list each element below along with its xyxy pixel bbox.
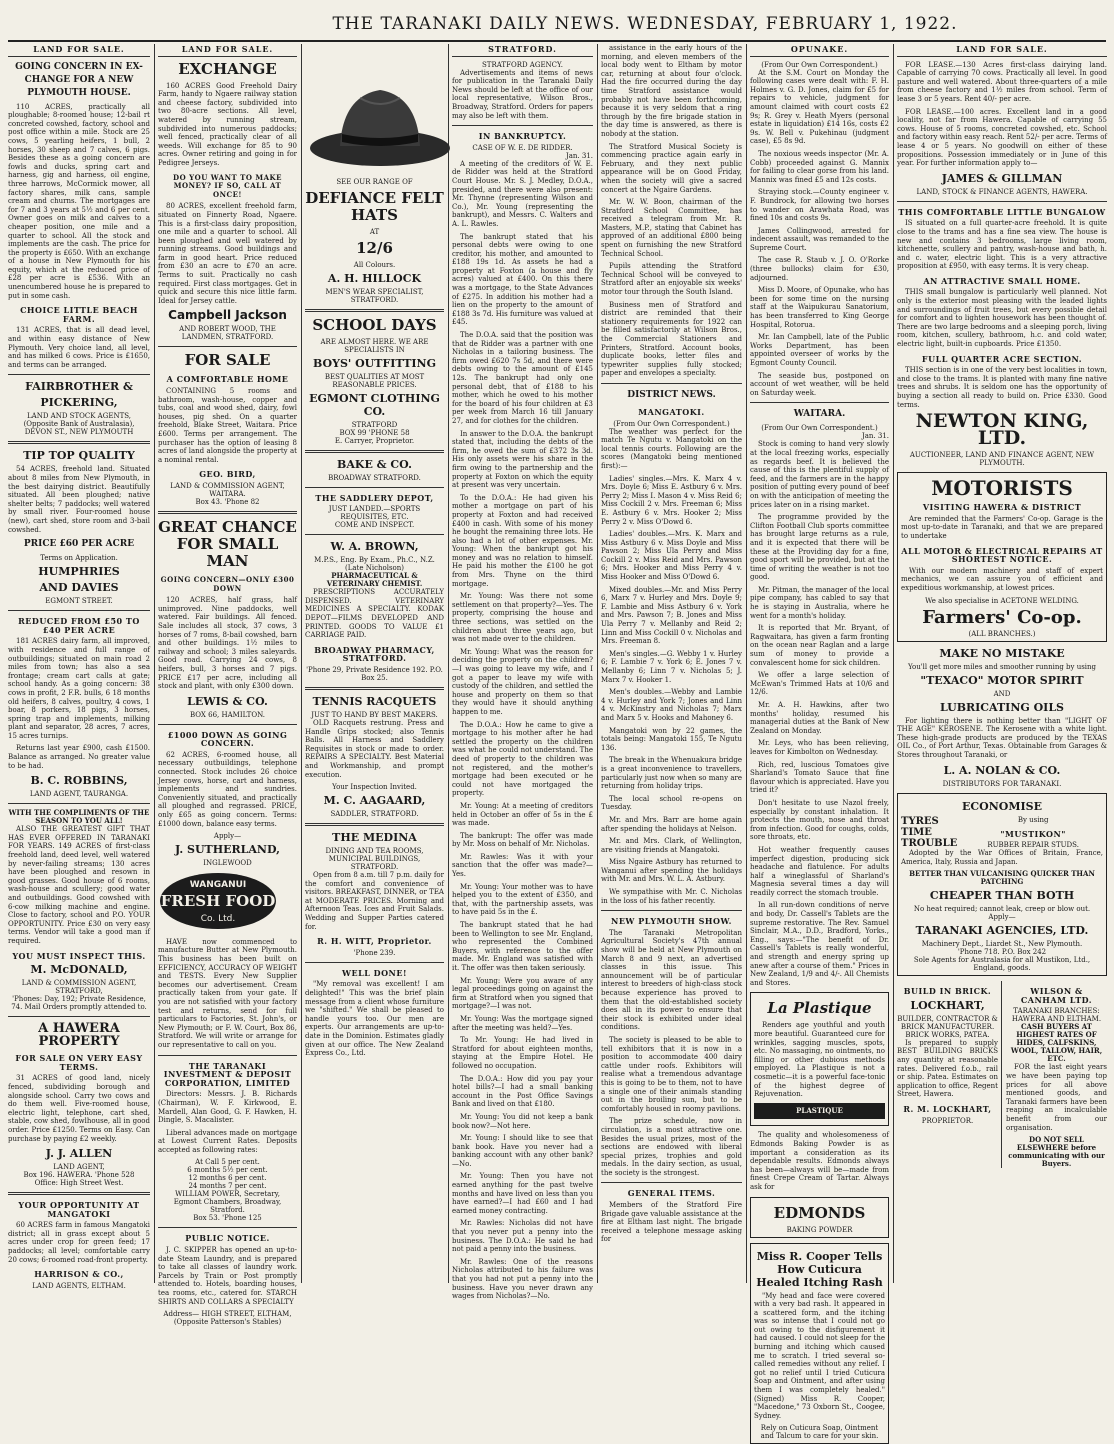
ad-title: ECONOMISE [901,800,1103,813]
ad-subtitle: ALL MOTOR & ELECTRICAL REPAIRS AT SHORTEST NOTICE. [901,547,1103,564]
firm-name: R. M. LOCKHART, [897,1105,998,1114]
ad-title: THE SADDLERY DEPOT, [305,494,444,503]
wilson-canham-ad [1006,981,1107,1168]
brand-sub: BAKING POWDER [754,1226,885,1234]
firm-name: HUMPHRIES [8,565,150,578]
firm-name: TARANAKI AGENCIES, LTD. [901,924,1103,937]
firm-sub: SADDLER, STRATFORD. [305,810,444,818]
ad-body: "My removal was excellent! I am delighted!" This was the brief plain message from a client whose furniture we "shifted." We shall be pleased to handle yours too. Our men are experts. Our arrangements are up-to-date in the Dominion. Estimates gladly given at our office. The New Zealand Express Co., Ltd. [305,980,444,1057]
firm-sub: LAND & COMMISSION AGENT, WAITARA. [158,482,297,498]
ad-foot: DO NOT SELL ELSEWHERE before communicating with our Buyers. [1006,1136,1107,1168]
apply-label: Apply— [901,913,1103,921]
farmers-coop-ad [897,472,1107,641]
article-byline: (From Our Own Correspondent.) [750,424,889,432]
firm-name: M. C. AAGAARD, [305,794,444,807]
ad-title: BOYS' OUTFITTING [305,357,444,370]
column-stratford-news [452,44,593,1283]
ad-foot: Rely on Cuticura Soap, Ointment and Talcum to care for your skin. [754,1424,885,1440]
ad-subtitle: ARE ALMOST HERE. WE ARE SPECIALISTS IN [305,338,444,354]
article-paragraph: To the D.O.A.: He had given his mother a mortgage on part of his property at Foxton and had received £400 in cash. With some of his money he bought the remaining three lots. He also had a lot of other expenses. Mr. Young: When the bankrupt got his money and was no relation to himself. He paid his mother the £100 he got from Mrs. Thyne on the third mortgage. [452,494,593,589]
column-opunake-waitara [750,44,889,1283]
article-paragraph: The Taranaki Metropolitan Agricultural Society's 47th annual show will be held at New Plymouth on March 8 and 9 next, an advertised classes in this issue. This announcement will be of particular interest to breeders of high-class stock because experience has proved to them that the old-established society does all in its power to ensure that their stock is exhibited under ideal conditions. [601,929,742,1032]
article-paragraph: The break in the Whenuakura bridge is a great inconvenience to travellers, particularly just now when so many are returning from holiday trips. [601,756,742,790]
ad-title: DEFIANCE FELT HATS [305,190,444,224]
ad-title: A HAWERA PROPERTY [8,1022,150,1048]
firm-name: B. C. ROBBINS, [8,774,150,787]
column-rule [746,44,747,1283]
ad-title: TENNIS RACQUETS [305,695,444,708]
price: 12/6 [305,240,444,257]
article-paragraph: Mr. Young: Your mother was to have helped you to the extent of £350, and that, with the partnership assets, was to have paid 5s in the £. [452,883,593,917]
firm-sub: BROADWAY STRATFORD. [305,474,444,482]
article-notice: Advertisements and items of news for publication in the Taranaki Daily News should be left at the office of our local representative, Wilson Bros., Broadway, Stratford. Orders for papers may also be left with them. [452,69,593,121]
firm-sub: STRATFORD [305,421,444,429]
ad-body: 62 ACRES, 6-roomed house, all necessary outbuildings, telephone connected. Stock includes 26 choice Jersey cows, horse, cart and harness, implements and sundries. Conveniently situated, and practically all ploughed and regrassed. PRICE, only £65 as going concern. Terms: £1000 down, balance easy terms. [158,751,297,828]
firm-sub: AND ROBERT WOOD, THE LANDMEN, STRATFORD. [158,325,297,341]
firm-name: EGMONT CLOTHING CO. [305,392,444,418]
article-paragraph: We offer a large selection of McEwan's Trimmed Hats at 10/6 and 12/6. [750,671,889,697]
column-land-for-sale-2 [158,44,297,1283]
firm-name: L. A. NOLAN & CO. [897,764,1107,777]
column-rule [154,44,155,1283]
article-byline: (From Our Own Correspondent.) [601,420,742,428]
cuticura-ad [750,1243,889,1444]
masthead: THE TARANAKI DAILY NEWS. WEDNESDAY, FEBRUARY 1, 1922. [290,14,1000,38]
firm-name: PICKERING, [8,396,150,409]
ad-body: Directors: Messrs. J. B. Richards (Chairman), W. F. Kirkwood, E. Mardell, Alan Good, G. F. Hawken, H. Dingle, S. Macalister. [158,1090,297,1124]
firm-sub: EGMONT STREET. [8,597,150,605]
article-paragraph: At the S.M. Court on Monday the following cases were dealt with: F. H. Holmes v. G. D. Jones, claim for £5 for repairs to vehicle, judgment for amount claimed with court costs £2 9s; R. Grey v. Heath Myers (personal estate in liquidation) £14 16s, costs £2 9s. W. Bell v. Pukehinau (judgment case), £5 8s 9d. [750,69,889,146]
firm-name: JAMES & GILLMAN [897,172,1107,185]
brand-name: La Plastique [754,1000,885,1017]
logo-text: FRESH FOOD [161,892,276,910]
ad-title: MOTORISTS [901,480,1103,497]
firm-sub: LAND AGENT, TAURANGA. [8,790,150,798]
firm-name: LOCKHART, [897,999,998,1012]
ad-body: CONTAINING 5 rooms and bathroom, wash-house, copper and tubs, coal and wood shed, dairy, fowl houses, pig shed. On a quarter freehold, Blake Street, Waitara. Price £600. Terms per arrangement. The purchaser has the option of leasing 8 acres of land alongside the property at a nominal rental. [158,387,297,464]
article-paragraph: The bankrupt stated that his personal debts were owing to one creditor, his mother, and amounted to £188 19s 1d. As assets he had a property at Foxton (a house and fly acres) valued at £400. On this there was a mortgage, to the State Advances of £275. In addition his mother had a lien on the property to the amount of £188 3s 7d. His furniture was valued at £45. [452,233,593,328]
ad-body: Adopted by the War Offices of Britain, France, America, Italy, Russia and Japan. [901,849,1103,866]
firm-name: R. H. WITT, Proprietor. [305,937,444,946]
firm-name: Campbell Jackson [158,309,297,322]
article-paragraph: In answer to the D.O.A. the bankrupt stated that, including the debts of the firm, he owed the sum of £372 3s 3d. His only assets were his share in the firm owing to the partnership and the property at Foxton on which the equity at present was very uncertain. [452,430,593,490]
article-paragraph: Mr. Young: I should like to see that bank book. Have you never had a banking account with any other bank?—No. [452,1134,593,1168]
firm-name: W. A. BROWN, [305,540,444,553]
article-paragraph: In all run-down conditions of nerve and body, Dr. Cassell's Tablets are the supreme restorative. The Rev. Samuel Sinclair, M.A., D.D., Bradford, Yorks., Eng., says:—"The benefit of Dr. Cassell's Tablets is really wonderful, and strength and energy spring up anew after a course of them." Prices in New Zealand, 1/9 and 4/-. All Chemists and Stores. [750,901,889,987]
article-subheading: CASE OF W. E. DE RIDDER. [452,144,593,152]
ad-subtitle: BEST QUALITIES AT MOST REASONABLE PRICES. [305,373,444,389]
firm-sub: LAND AGENTS, ELTHAM. [8,1282,150,1290]
firm-name: BROADWAY PHARMACY, STRATFORD. [305,646,444,663]
article-paragraph: A meeting of the creditors of W. E. de Ridder was held at the Stratford Court House. Mr. S. J. Medley, D.O.A., presided, and there were also present: Mr. Thynne (representing Wilson and Co.), Mr. Young (representing the bankrupt), and Messrs. C. Walters and A. L. Rawles. [452,160,593,229]
ad-body: Renders age youthful and youth more beautiful. Guaranteed cure for wrinkles, sagging muscles, spots, etc. No massaging, no ointments, no filling or other dubious methods employed. La Plastique is not a cosmetic—it is a powerful face-tonic of the highest degree of Rejuvenation. [754,1021,885,1098]
ad-title: THIS COMFORTABLE LITTLE BUNGALOW [897,208,1107,217]
firm-name: NEWTON KING, LTD. [897,413,1107,447]
rate-row: 24 months 7 per cent. [158,1182,297,1190]
firm-sub: Box 43. 'Phone 82 [158,498,297,506]
ad-subtitle: All Colours. [305,261,444,269]
ad-title: THE TARANAKI INVESTMENT & DEPOSIT CORPORATION, LIMITED [158,1062,297,1088]
ad-body: FOR LEASE.—130 Acres first-class dairying land. Capable of carrying 70 cows. Practically all level. In good pasture and well watered. About three-quarters of a mile from cheese factory and 1½ miles from school. Term of lease 3 or 5 years. Rent 40/- per acre. [897,61,1107,104]
firm-sub: Box 53. 'Phone 125 [158,1214,297,1222]
article-paragraph: Mr. Ian Campbell, late of the Public Works Department, has been appointed overseer of works by the Egmont County Council. [750,333,889,367]
article-paragraph: Business men of Stratford and district are reminded that their stationery requirements for 1922 can be filled satisfactorily at Wilson Bros., the Commercial Stationers and Printers, Stratford. Account books, duplicate books, letter files and typewriter supplies fully stocked; paper and envelopes a specialty. [601,301,742,378]
ad-body: 181 ACRES dairy farm, all improved, with residence and full range of outbuildings; situated on main road 2 miles from town; has also a sea frontage; cream cart calls at gate; school handy. As a going concern: 38 cows in profit, 2 F.R. bulls, 6 18 months old heifers, 8 calves, poultry, 4 cows, 1 boar, 8 porkers, 18 pigs, 3 horses, spring trap and implements, milking plant and separator, 28 acres, 7 acres, 15 acres turnips. [8,637,150,740]
article-paragraph: Mr. Young: You did not keep a bank book now?—Not here. [452,1113,593,1130]
article-paragraph: Mr. Young: Was the mortgage signed after the meeting was held?—Yes. [452,1015,593,1032]
logo-text: WANGANUI [190,880,247,890]
article-paragraph: Don't hesitate to use Nazol freely, especially by constant inhalation. It protects the mouth, nose and throat from infection. Good for coughs, colds, sore throats, etc. [750,799,889,842]
ad-body: PRESCRIPTIONS ACCURATELY DISPENSED. VETERINARY MEDICINES A SPECIALTY. KODAK DEPOT—FILMS DEVELOPED AND PRINTED. GOODS TO VALUE £1 CARRIAGE PAID. [305,588,444,640]
ad-body: Liberal advances made on mortgage at Lowest Current Rates. Deposits accepted as following rates: [158,1129,297,1155]
firm-sub: BOX 66, HAMILTON. [158,711,297,719]
ad-body: 80 ACRES, excellent freehold farm, situated on Finnerty Road, Ngaere. This is a first-class dairy proposition, one mile and a quarter to school. All been ploughed and well watered by running streams. Good buildings and farm in good heart. Price reduced from £30 an acre to £70 an acre. Terms to suit. Practically no cash required. First class mortgages. Get in quick and secure this nice little farm. Ideal for Jersey cattle. [158,202,297,305]
article-paragraph: Mr. Rawles: Nicholas did not have that you never put a penny into the business. The D.O.A.: He said he had not paid a penny into the business. [452,1219,593,1253]
ad-subtitle: DINING AND TEA ROOMS, MUNICIPAL BUILDINGS, STRATFORD. [305,847,444,871]
rate-row: 12 months 6 per cent. [158,1174,297,1182]
section-header: OPUNAKE. [750,44,889,57]
article-paragraph: Men's singles.—G. Webby 1 v. Hurley 6; F. Lambie 7 v. York 6; E. Jones 7 v. Mellanby 6; Linn 7 v. Nicholas 5; J. Marx 7 v. Hooker 1. [601,650,742,684]
ad-title: GOING CONCERN IN EX- CHANGE FOR A NEW PLYMOUTH HOUSE. [8,61,150,100]
ad-body: FOR the last eight years we have been paying top prices for all above mentioned goods, and Taranaki farmers have been reaping an incalculable benefit from our organisation. [1006,1063,1107,1132]
article-paragraph: Ladies' doubles.—Mrs. K. Marx and Miss Astbury 6 v. Miss Doyle and Miss Pawson 2; Miss Ula Perry and Miss Cockill 2 v. Miss Reid and Mrs. Pawson 6; Mrs. Hooker and Miss Perry 4 v. Miss Hooker and Miss O'Dowd 6. [601,530,742,582]
ad-body: "My head and face were covered with a very bad rash. It appeared in a scattered form, and the itching was so intense that I could not go out owing to the disfigurement it had caused. I could not sleep for the burning and itching which caused me to scratch. I tried several so-called remedies without any relief. I got no relief until I tried Cuticura Soap and Ointment, and after using them I was completely healed." (Signed) Miss R. Cooper, "Macedone," 73 Oxborn St., Coogee, Sydney. [754,1292,885,1421]
firm-sub: Machinery Dept., Liardet St., New Plymouth. [901,940,1103,948]
ad-body: Open from 8 a.m. till 7 p.m. daily for the comfort and convenience of visitors. BREAKFAST, DINNER, or TEA at MODERATE PRICES. Morning and Afternoon Teas. Ices and Fruit Salads. Wedding and Supper Parties catered for. [305,871,444,931]
ad-body: HAVE now commenced to manufacture Butter at New Plymouth. This business has been built on EFFICIENCY, ACCURACY OF WEIGHT and TESTS. Every New Supplier becomes our advertisement. Cream practically taken from your gate. If you are not satisfied with your factory test and returns, send for full particulars to Factories, St. John's, or New Plymouth; or F. W. Court, Box 86, Stratford. We will write or arrange for our representative to call on you. [158,938,297,1050]
ad-title: TIP TOP QUALITY [8,449,150,462]
firm-sub: TARANAKI BRANCHES: HAWERA AND ELTHAM. [1006,1007,1107,1023]
tyres-word: TYRES [901,816,957,827]
ad-title: SCHOOL DAYS [305,317,444,334]
ad-body: Returns last year £900, cash £1500. Balance as arranged. No greater value to be had. [8,744,150,770]
firm-sub: Sole Agents for Australasia for all Mustikon, Ltd., England, goods. [901,956,1103,972]
article-paragraph: Ladies' singles.—Mrs. K. Marx 4 v. Mrs. Doyle 6; Miss E. Astbury 6 v. Mrs. Perry 2; Miss I. Mason 4 v. Miss Reid 6; Miss Cockill 2 v. Mrs. Freeman 6; Miss E. Astbury 6 v. Mrs. Hooker 2; Miss Perry 2 v. Miss O'Dowd 6. [601,475,742,527]
section-header: STRATFORD. [452,44,593,57]
article-date: Jan. 31. [750,432,889,440]
firm-name: HARRISON & CO., [8,1270,150,1279]
article-heading: DISTRICT NEWS. [601,389,742,402]
firm-name: J. SUTHERLAND, [158,843,297,856]
ad-body: 120 ACRES, half grass, half unimproved. Nine paddocks, well watered. Fair buildings. All fenced. Sale includes all stock, 37 cows, 3 horses of 7 roms, 8-bail cowshed, barn and other buildings. 1½ miles to railway and school; 3 miles saleyards. Good road. Carrying 24 cows, 8 heifers, bull, 3 horses and 7 pigs. PRICE £17 per acre, including all stock and plant, with only £300 down. [158,596,297,691]
ad-body: FOR LEASE.—100 acres. Excellent land in a good locality, not far from Hawera. Capable of carrying 55 cows. House of 5 rooms, concreted cowshed, etc. School and factory within easy reach. Rent 52/- per acre. Terms of lease 4 or 5 years. No goodwill on either of these propositions. Possession immediately or in June of this year. For further information apply to— [897,108,1107,168]
ad-title: Miss R. Cooper Tells How Cuticura Healed Itching Rash [754,1250,885,1289]
terms: Terms on Application. [8,554,150,562]
article-paragraph: The noxious weeds inspector (Mr. A. Cobb) proceeded against G. Mannix for failing to clear gorse from his land. Mannix was fined £5 and 12s costs. [750,150,889,184]
ad-subtitle: VISITING HAWERA & DISTRICT [901,503,1103,512]
article-paragraph: The bankrupt stated that he had been to Wellington to see Mr. England, who represented the Combined Buyers, with reference to the offer made. Mr. England was satisfied with it. The offer was then taken seriously. [452,921,593,973]
ad-subtitle: We also specialise in ACETONE WELDING. [901,597,1103,605]
ad-subtitle: GOING CONCERN—ONLY £300 DOWN [158,576,297,593]
ad-body: 54 ACRES, freehold land. Situated about 8 miles from New Plymouth, in the best dairying district. Beautifully situated. All been ploughed; native shelter belts; 7 paddocks; well watered by small river. Four-roomed house (new), cart shed, store room and 3-bail cowshed. [8,465,150,534]
firm-sub: Office: High Street West. [8,1179,150,1187]
article-paragraph: The D.O.A.: How he came to give a mortgage to his mother after he had settled the property on the children was what he could not understand. The deed of property to the children was not registered, and the mother's mortgage had been executed or he could not have mortgaged the property. [452,721,593,798]
ad-title: FULL QUARTER ACRE SECTION. [897,355,1107,364]
article-paragraph: Miss D. Moore, of Opunake, who has been for some time on the nursing staff at the Waipukurau Sanatorium, has been transferred to King George Hospital, Rotorua. [750,286,889,329]
column-land-for-sale-3 [897,44,1107,1283]
article-paragraph: To Mr. Young: He had lived in Stratford for about eighteen months, staying at the Empire Hotel. He followed no occupation. [452,1036,593,1070]
article-paragraph: Mr. Leys, who has been relieving, leaves for Kimbolton on Wednesday. [750,739,889,756]
ad-title: FOR SALE [158,352,297,369]
ad-note: YOU MUST INSPECT THIS. [8,952,150,961]
firm-sub: PROPRIETOR. [897,1117,998,1125]
product-name: RUBBER REPAIR STUDS. [963,841,1103,849]
article-paragraph: The bankrupt: The offer was made by Mr. Moss on behalf of Mr. Nicholas. [452,832,593,849]
article-paragraph: Mangatoki won by 22 games, the totals being: Mangatoki 155, Te Ngutu 136. [601,727,742,753]
article-paragraph: Men's doubles.—Webby and Lambie 4 v. Hurley and York 7; Jones and Linn 4 v. McKinstry and Nicholas 7; Marx and Marx 5 v. Hooks and Mahoney 6. [601,688,742,722]
ad-title: THE MEDINA [305,831,444,844]
article-paragraph: Mr. Young: Was there not some settlement on that property?—Yes. The property, comprising the house and three sections, was settled on the children about three years ago, but was not made over to the children. [452,592,593,644]
firm-sub: 'Phone 29, Private Residence 192. P.O. Box 25. [305,666,444,682]
ad-title: CHOICE LITTLE BEACH FARM. [8,306,150,323]
ad-subtitle: CASH BUYERS AT HIGHEST RATES OF HIDES, CALFSKINS, WOOL, TALLOW, HAIR, ETC. [1006,1023,1107,1063]
brand-name: "MUSTIKON" [963,830,1103,839]
time-word: TIME [901,827,957,838]
article-paragraph: The seaside bus, postponed on account of wet weather, will be held on Saturday week. [750,372,889,398]
brand-banner: PLASTIQUE [754,1103,885,1120]
article-paragraph: Pupils attending the Stratford Technical School will be conveyed to Stratford after an enjoyable six weeks' motor tour through the South Island. [601,262,742,296]
firm-sub: AUCTIONEER, LAND AND FINANCE AGENT, NEW PLYMOUTH. [897,451,1107,467]
article-paragraph: Mr. A. H. Hawkins, after two months' holiday, resumed his managerial duties at the Bank of New Zealand on Monday. [750,701,889,735]
firm-sub: M.P.S., Eng. By Exam., Ph.C., N.Z. (Late Nicholson) [305,556,444,572]
ad-title: AN ATTRACTIVE SMALL HOME. [897,277,1107,286]
price: PRICE £60 PER ACRE [8,538,150,551]
column-land-for-sale-1 [8,44,150,1283]
column-rule [448,44,449,1283]
article-paragraph: The D.O.A. said that the position was that de Ridder was a partner with one Nicholas in a tailoring business. The firm owed £620 7s 5d, and there were debts owing to the amount of £145 12s. The bankrupt had only one personal debt, that of £188 to his mother, which he owed to his mother for the board of his four children at £3 per week from March 16 till January 27, and for clothes for the children. [452,331,593,426]
article-paragraph: Mr. Young: What was the reason for deciding the property on the children?—I was going to leave my wife, and I got a paper to leave my wife with custody of the children, and settled the house and property on them so that they would have it should anything happen to me. [452,648,593,717]
firm-sub: PHARMACEUTICAL & VETERINARY CHEMIST. [305,572,444,588]
ad-title: PUBLIC NOTICE. [158,1234,297,1243]
ad-body: THIS small bungalow is particularly well planned. Not only is the exterior most pleasing with the leaded lights and surroundings of fruit trees, but every possible detail for comfort and to lighten housework has been thought of. There are two large bedrooms and a sleeping porch, living room, kitchen, scullery, bathroom, h.c. and cold water, electric light, built-in cupboards. Price £1350. [897,288,1107,348]
article-date: Jan. 31. [452,152,593,160]
article-paragraph: Hot weather frequently causes imperfect digestion, producing sick headache and flatulence. For adults half a wineglassful of Sharland's Magnesia several times a day will readily correct the stomach trouble. [750,846,889,898]
ad-subtitle: BETTER THAN VULCANISING QUICKER THAN PATCHING [901,870,1103,886]
section-header: LAND FOR SALE. [897,44,1107,57]
ad-body: 31 ACRES of good land, nicely fenced, subdividing borough and alongside school. Carry two cows and do them well. Five-roomed house, electric light, telephone, cart shed, stable, cow shed, fowlhouse, all in good order. Price £1250. Terms on Easy. Can purchase by paying £2 weekly. [8,1074,150,1143]
article-byline: (From Our Own Correspondent.) [750,61,889,69]
ad-body: ALSO THE GREATEST GIFT THAT HAS EVER OFFERED IN TARANAKI FOR YEARS. 149 ACRES of first-class freehold land, deed level, well watered by never-failing streams; 130 acres have been ploughed and resown in good grasses. Good house of 6 rooms, wash-house and scullery; good water and outbuildings. Good cowshed with 6-cow milking machine and engine. Close to factory, school and P.O. YOUR OPPORTUNITY. Price £30 on very easy terms. Vendor will take a good man if required. [8,825,150,945]
firm-sub: INGLEWOOD [158,859,297,867]
article-paragraph: Mr. Young: Then you have not earned anything for the past twelve months and have lived on less than you have earned?—I had £60 and I had earned money contracting. [452,1172,593,1215]
firm-name: AND DAVIES [8,581,150,594]
article-paragraph: Mr. Young: Were you aware of any legal proceedings going on against the firm at Stratford when you signed that mortgage?—I was not. [452,977,593,1011]
product-name: LUBRICATING OILS [897,701,1107,714]
ad-body: 131 ACRES, that is all dead level, and within easy distance of New Plymouth. Very choice land, all level, and has milked 6 cows. Price is £1650, and terms can be arranged. [8,326,150,369]
ad-intro: SEE OUR RANGE OF [305,178,444,186]
firm-sub: Box 196. HAWERA. 'Phone 528 [8,1171,150,1179]
brand-name: EDMONDS [754,1205,885,1222]
lockhart-ad [897,981,1002,1168]
article-heading: GENERAL ITEMS. [601,1189,742,1198]
ad-title: REDUCED FROM £50 TO £40 PER ACRE [8,617,150,634]
firm-sub: (ALL BRANCHES.) [901,630,1103,638]
trouble-word: TROUBLE [901,838,957,849]
article-paragraph: Stock is coming to hand very slowly at the local freezing works, especially as regards beef. It is believed the cause of this is the plentiful supply of feed, and the farmers are in the happy position of putting every pound of beef on with the anticipation of meeting the prices later on in a rising market. [750,440,889,509]
firm-name: A. H. HILLOCK [305,272,444,285]
article-paragraph: The programme provided by the Clifton Football Club sports committee has brought large returns as a rule, and it is expected that there will be these at the Providing day for a fine, good sport will be provided, but at the time of writing the weather is not too good. [750,513,889,582]
firm-sub: LAND, STOCK & FINANCE AGENTS, HAWERA. [897,188,1107,196]
ad-title: BUILD IN BRICK. [897,987,998,996]
article-paragraph: Mr. and Mrs. Barr are home again after spending the holidays at Nelson. [601,816,742,833]
ad-body: With our modern machinery and staff of expert mechanics, we can assure you of efficient and expeditious workmanship, at lowest prices. [901,567,1103,593]
ad-body: The quality and wholesomeness of Edmonds Baking Powder is as important a consideration as its dependable results. Edmonds always has been—always will be—made from finest Crepe Cream of Tartar. Always ask for [750,1131,889,1191]
firm-name: WILSON & CANHAM LTD. [1006,987,1107,1004]
firm-sub: DEVON ST., NEW PLYMOUTH [8,428,150,436]
rate-row: At Call 5 per cent. [158,1158,297,1166]
rate-row: 6 months 5½ per cent. [158,1166,297,1174]
ad-at: AT [305,228,444,236]
article-paragraph: Miss Ngaire Astbury has returned to Wanganui after spending the holidays with Mr. and Mrs. W. L. A. Astbury. [601,858,742,884]
firm-sub: E. Carryer, Proprietor. [305,437,444,445]
column-rule [597,44,598,1283]
ad-body: You'll get more miles and smoother running by using [897,663,1107,671]
article-paragraph: The society is pleased to be able to tell exhibitors that it is now in a position to accommodate 400 dairy cattle under roofs. Exhibitors will realise what a tremendous advantage this is going to be to them, not to have a single one of their animals standing out in the broiling sun, but to be comfortably housed in roomy pavilions. [601,1036,742,1113]
ad-body: Is prepared to supply BEST BUILDING BRICKS any quantity at reasonable rates. Delivered f.o.b., rail or ship. Patea. Estimates on application to office, Regent Street, Hawera. [897,1039,998,1099]
article-paragraph: Mr. Rawles: Was it with your sanction that the offer was made?—Yes. [452,853,593,879]
ad-by: By using [963,816,1103,824]
firm-name: FAIRBROTHER & [8,380,150,393]
article-paragraph: Mr. W. W. Boon, chairman of the Stratford School Committee, has received a telegram from Mr. R. Masters, M.P., stating that Cabinet has approved of an additional £800 being spent on furnishing the new Stratford Technical School. [601,198,742,258]
firm-name: BAKE & CO. [305,458,444,471]
firm-name: J. J. ALLEN [8,1147,150,1160]
apply-label: Apply— [158,832,297,840]
ad-body: IS situated on a full quarter-acre freehold. It is quite close to the trams and has a fine sea view. The house is new and contains 3 bedrooms, large living room, kitchenette, scullery and pantry, wash-house and bath, h. and c. water, electric light. This is a very attractive proposition at £950, with easy terms. It is very cheap. [897,219,1107,271]
section-header: LAND FOR SALE. [158,44,297,57]
article-paragraph: James Collingwood, arrested for indecent assault, was remanded to the Supreme Court. [750,227,889,253]
ad-body: 160 ACRES Good Freehold Dairy Farm, handy to Ngaere railway station and cheese factory, subdivided into two 80-acre sections. All level, watered by running stream, subdivided into numerous paddocks; well fenced, practically clear of all weeds. Will exchange for 85 to 90 acres. Owner retiring and going in for Pedigree Jerseys. [158,82,297,168]
firm-sub: MEN'S WEAR SPECIALIST, STRATFORD. [305,288,444,304]
section-subheader: STRATFORD AGENCY. [452,61,593,69]
column-district-news [601,44,742,1283]
wanganui-fresh-food-logo [158,871,278,931]
mustikon-ad [897,793,1107,977]
article-paragraph: Rich, red, luscious Tomatoes give Sharland's Tomato Sauce that fine flavour which is appreciated. Have you tried it? [750,761,889,795]
article-paragraph: Members of the Stratford Fire Brigade gave valuable assistance at the fire at Eltham last night. The brigade received a telephone message asking for [601,1201,742,1244]
edmonds-logo [750,1197,889,1238]
firm-phone: 'Phones: Day, 192; Private Residence, 74. Mail Orders promptly attended to. [8,995,150,1011]
ad-title: MAKE NO MISTAKE [897,647,1107,660]
article-paragraph: The local school re-opens on Tuesday. [601,795,742,812]
article-paragraph: Straying stock.—County engineer v. F. Bundrock, for allowing two horses to wander on Arawhata Road, was fined 10s and costs 9s. [750,188,889,222]
ad-and: AND [897,690,1107,698]
article-paragraph: It is reported that Mr. Bryant, of Ragwaitara, has given a farm fronting on the ocean near Raglan and a large sum of money to provide a convalescent home for sick children. [750,624,889,667]
ad-body: JUST LANDED.—SPORTS REQUISITES, ETC. [305,505,444,521]
firm-name: LEWIS & CO. [158,695,297,708]
article-paragraph: The prize schedule, now in circulation, is a most attractive one. Besides the usual prizes, most of the sections are endowed with liberal special prizes, trophies and gold medals. In the dairy section, as usual, the society is the strongest. [601,1117,742,1177]
article-heading: WAITARA. [750,408,889,421]
article-subheading: MANGATOKI. [601,408,742,417]
ad-body: THIS section is in one of the very best localities in town, and close to the trams. It is planted with many fine native trees and shrubs. It is seldom one has the opportunity of buying a section all ready to build on. Price £330. Good terms. [897,366,1107,409]
article-paragraph: The Stratford Musical Society is commencing practice again early in February, and they next public appearance will be on Good Friday, when the society will give a sacred concert at the Ngaire Gardens. [601,143,742,195]
logo-text: Co. Ltd. [201,914,235,924]
firm-sub: 'Phone 239. [305,949,444,957]
article-paragraph: Mr. Rawles: One of the reasons Nicholas attributed to his failure was that you had not put a penny into the business. Have you never drawn any wages from Nicholas?—No. [452,1258,593,1301]
firm-sub: BOX 99 'PHONE 58 [305,429,444,437]
firm-sub: (Opposite Bank of Australasia), [8,420,150,428]
ad-subtitle: Your Inspection Invited. [305,783,444,791]
firm-sub: Address— HIGH STREET, ELTHAM, (Opposite Patterson's Stables) [158,1310,297,1326]
firm-sub: LAND AND STOCK AGENTS, [8,412,150,420]
ad-title: £1000 DOWN AS GOING CONCERN. [158,731,297,748]
article-paragraph: The case R. Staub v. J. O. O'Rorke (three bullocks) claim for £30, adjourned. [750,256,889,282]
ad-subtitle: JUST TO HAND BY BEST MAKERS. [305,711,444,719]
ad-title: GREAT CHANCE FOR SMALL MAN [158,519,297,570]
article-paragraph: We sympathise with Mr. C. Nicholas in the loss of his father recently. [601,888,742,905]
firm-name: GEO. BIRD, [158,470,297,479]
article-paragraph: Mr. and Mrs. Clark, of Wellington, are visiting friends at Mangatoki. [601,837,742,854]
ad-subtitle: DO YOU WANT TO MAKE MONEY? IF SO, CALL AT ONCE! [158,174,297,200]
firm-name: Farmers' Co-op. [901,609,1103,626]
ad-title: CHEAPER THAN BOTH [901,889,1103,902]
ad-title: WITH THE COMPLIMENTS OF THE SEASON TO YOU ALL! [8,809,150,825]
firm-sub: LAND & COMMISSION AGENT, STRATFORD, [8,979,150,995]
column-rule [893,44,894,1283]
firm-sub: LAND AGENT, [8,1163,150,1171]
ad-subtitle: COME AND INSPECT. [305,521,444,529]
article-paragraph: The weather was perfect for the match Te Ngutu v. Mangatoki on the local tennis courts. Following are the scores (Mangatoki being mentioned first):— [601,428,742,471]
product-name: "TEXACO" MOTOR SPIRIT [897,674,1107,687]
column-stratford-ads [305,72,444,1283]
masthead-rule [8,40,1106,42]
section-header: LAND FOR SALE. [8,44,150,57]
la-plastique-ad [750,992,889,1126]
ad-body: OLD Racquets restrung. Press and Handle Grips stocked; also Tennis Balls. All Harness and Saddlery Requisites in stock or made to order. REPAIRS A SPECIALTY. Best Material and Workmanship, and prompt execution. [305,719,444,779]
firm-sub: 'Phone 718. P.O. Box 242 [901,948,1103,956]
ad-body: No heat required; cannot leak, creep or blow out. [901,905,1103,913]
ad-body: 60 ACRES farm in famous Mangatoki district; all in grass except about 5 acres under crop for green feed; 17 paddocks; all level; comfortable carry 20 cows; 6-roomed road-front property. [8,1221,150,1264]
ad-body: For lighting there is nothing better than "LIGHT OF THE AGE" KEROSENE. The Kerosene with a white light. These high-grade products are produced by the TEXAS OIL Co., of Port Arthur, Texas. Obtainable from Garages & Stores throughout Taranaki, or [897,717,1107,760]
firm-name: M. McDONALD, [8,963,150,976]
ad-body: J. C. SKIPPER has opened an up-to-date Steam Laundry, and is prepared to take all classes of laundry work. Parcels by Train or Post promptly attended to. Hotels, boarding houses, tea rooms, etc., catered for. STARCH SHIRTS AND COLLARS A SPECIALTY [158,1246,297,1306]
article-paragraph: The D.O.A.: How did you pay your hotel bills?—I had a small banking account in the Post Office Savings Bank and lived on that £180. [452,1075,593,1109]
firm-sub: BUILDER, CONTRACTOR & BRICK MANUFACTURER. [897,1015,998,1031]
ad-subtitle: FOR SALE ON VERY EASY TERMS. [8,1054,150,1071]
firm-sub: BRICK WORKS, PATEA. [897,1031,998,1039]
article-paragraph: Mr. Pitman, the manager of the local pipe company, has cabled to say that he is staying in Australia, where he went for a month's holiday. [750,586,889,620]
article-paragraph: assistance in the early hours of the morning, and eleven members of the local body went to Eltham by motor car, returning at about four o'clock. Had the fire occurred during the day time Stratford assistance would probably not have been forthcoming, because it is very seldom that a ring through by the fire brigade station in the day time is answered, as there is nobody at the station. [601,44,742,139]
firm-sub: WILLIAM POWER, Secretary, [158,1190,297,1198]
column-rule [301,44,302,1283]
ad-title: WELL DONE! [305,969,444,978]
ad-subtitle: A COMFORTABLE HOME [158,375,297,384]
article-paragraph: Mixed doubles.—Mr. and Miss Perry 6, Marx 7 v. Hurley and Mrs. Doyle 9; F. Lambie and Miss Astbury 6 v. York and Mrs. Pawson 7; B. Jones and Miss Ula Perry 7 v. Mellanby and Reid 2; Linn and Miss Cockill 0 v. Nicholas and Mrs. Freeman 8. [601,586,742,646]
article-heading: IN BANKRUPTCY. [452,132,593,141]
ad-body: 110 ACRES, practically all ploughable; 8-roomed house; 12-bail rt concreted cowshed, factory, school and post office within a mile. Stock are 25 cows, 5 yearling heifers, 1 bull, 2 horses, 30 sheep and 7 calves, 6 pigs. Besides these as a going concern are fowls and ducks, spring cart and harness, gig and harness, oil engine, three harrows, McCormick mower, all factory shares, milk cans, sample cream and churns. The mortgages are for 7 and 3 years at 5½ and 6 per cent. Owner goes on milk and calves to a cheaper position, one mile and a quarter to school. All the stock and implements are the cash. The price for the property is £650. With an exchange of a house in New Plymouth for his equity, which at the reduced price of £28 per acre is £536. With an unencumbered house he is prepared to put in some cash. [8,103,150,301]
ad-body: Are reminded that the Farmers' Co-op. Garage is the most up-to-date in Taranaki, and that we are prepared to undertake [901,515,1103,541]
felt-hat-illustration [305,76,455,171]
ad-title: YOUR OPPORTUNITY AT MANGATOKI [8,1201,150,1218]
article-paragraph: Mr. Young: At a meeting of creditors held in October an offer of 5s in the £ was made. [452,802,593,828]
firm-sub: DISTRIBUTORS FOR TARANAKI. [897,780,1107,788]
firm-sub: Egmont Chambers, Broadway, Stratford. [158,1198,297,1214]
ad-title: EXCHANGE [158,61,297,78]
article-heading: NEW PLYMOUTH SHOW. [601,917,742,926]
